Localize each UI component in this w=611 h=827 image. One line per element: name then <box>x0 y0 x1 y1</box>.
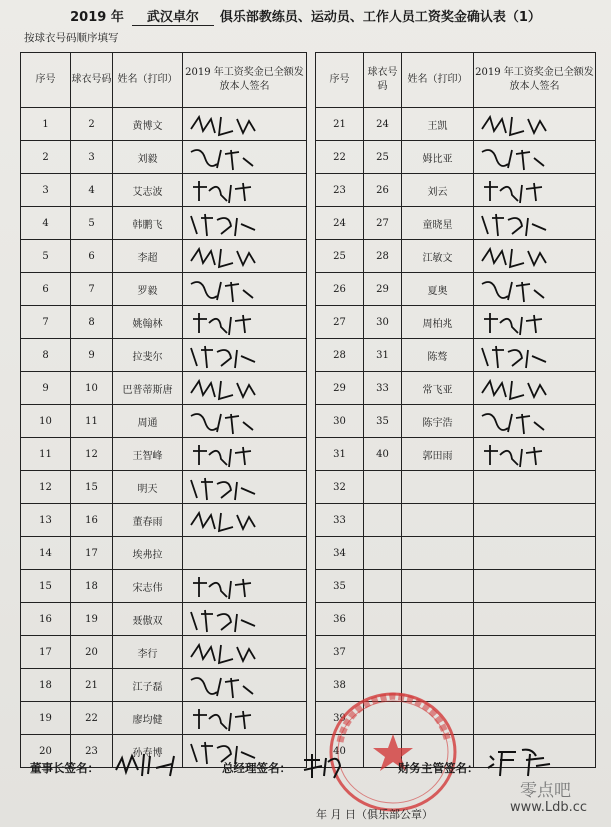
cell-seq: 21 <box>316 108 364 141</box>
chairman-signature <box>112 750 192 780</box>
cell-seq: 13 <box>21 504 71 537</box>
cell-name <box>402 603 474 636</box>
cell-signature <box>474 306 596 339</box>
finance-signature-label: 财务主管签名： <box>398 761 479 775</box>
cell-jersey: 4 <box>71 174 113 207</box>
handwritten-signature <box>478 276 568 304</box>
table-row <box>316 108 596 141</box>
handwritten-signature <box>187 210 277 238</box>
cell-seq: 31 <box>316 438 364 471</box>
cell-name: 韩鹏飞 <box>113 207 183 240</box>
cell-jersey: 5 <box>71 207 113 240</box>
cell-name: 陈骜 <box>402 339 474 372</box>
cell-seq: 26 <box>316 273 364 306</box>
cell-signature <box>183 273 307 306</box>
cell-name <box>402 504 474 537</box>
cell-jersey <box>364 570 402 603</box>
general-manager-signature <box>300 752 350 782</box>
handwritten-signature <box>478 441 568 469</box>
handwritten-signature <box>187 309 277 337</box>
title-text: 俱乐部教练员、运动员、工作人员工资奖金确认表（1） <box>219 10 541 25</box>
cell-name: 周柏兆 <box>402 306 474 339</box>
cell-name: 廖均健 <box>113 702 183 735</box>
table-row <box>316 339 596 372</box>
cell-name: 黄博文 <box>113 108 183 141</box>
cell-signature <box>474 174 596 207</box>
cell-jersey <box>364 471 402 504</box>
cell-name: 罗毅 <box>113 273 183 306</box>
cell-signature <box>183 141 307 174</box>
handwritten-signature <box>478 408 568 436</box>
cell-signature <box>474 405 596 438</box>
cell-jersey: 11 <box>71 405 113 438</box>
cell-jersey: 29 <box>364 273 402 306</box>
cell-signature <box>183 405 307 438</box>
table-row <box>21 669 307 702</box>
cell-jersey <box>364 537 402 570</box>
table-row <box>316 405 596 438</box>
header-confirm: 2019 年工资奖金已全额发放本人签名 <box>183 53 307 108</box>
cell-signature <box>474 537 596 570</box>
header-name: 姓名（打印） <box>402 53 474 108</box>
handwritten-signature <box>187 276 277 304</box>
club-seal-stamp <box>318 682 468 816</box>
cell-seq: 17 <box>21 636 71 669</box>
table-row <box>316 636 596 669</box>
table-row <box>21 339 307 372</box>
header-name: 姓名（打印） <box>113 53 183 108</box>
cell-seq: 22 <box>316 141 364 174</box>
cell-signature <box>474 240 596 273</box>
table-row <box>316 141 596 174</box>
cell-jersey: 2 <box>71 108 113 141</box>
handwritten-signature <box>478 243 568 271</box>
cell-jersey: 24 <box>364 108 402 141</box>
cell-seq: 16 <box>21 603 71 636</box>
handwritten-signature <box>478 342 568 370</box>
cell-signature <box>474 471 596 504</box>
cell-jersey: 28 <box>364 240 402 273</box>
handwritten-signature <box>187 705 277 733</box>
cell-seq: 23 <box>316 174 364 207</box>
cell-jersey: 33 <box>364 372 402 405</box>
cell-seq: 5 <box>21 240 71 273</box>
cell-signature <box>474 636 596 669</box>
watermark-text: 零点吧 <box>520 781 571 801</box>
cell-seq: 9 <box>21 372 71 405</box>
cell-jersey: 25 <box>364 141 402 174</box>
title-club-name: 武汉卓尔 <box>132 6 214 26</box>
table-row <box>21 438 307 471</box>
cell-jersey <box>364 636 402 669</box>
cell-name: 李超 <box>113 240 183 273</box>
handwritten-signature <box>187 639 277 667</box>
cell-seq: 12 <box>21 471 71 504</box>
cell-signature <box>183 207 307 240</box>
handwritten-signature <box>187 507 277 535</box>
cell-name: 姆比亚 <box>402 141 474 174</box>
cell-signature <box>474 702 596 735</box>
cell-jersey: 3 <box>71 141 113 174</box>
cell-seq: 32 <box>316 471 364 504</box>
cell-jersey: 23 <box>71 735 113 768</box>
table-row <box>21 537 307 570</box>
cell-seq: 8 <box>21 339 71 372</box>
table-row <box>21 471 307 504</box>
cell-seq: 36 <box>316 603 364 636</box>
cell-signature <box>183 471 307 504</box>
cell-jersey: 26 <box>364 174 402 207</box>
handwritten-signature <box>478 210 568 238</box>
cell-name: 刘毅 <box>113 141 183 174</box>
table-header-row <box>21 53 307 108</box>
cell-name: 夏奥 <box>402 273 474 306</box>
cell-name: 拉斐尔 <box>113 339 183 372</box>
table-row <box>21 603 307 636</box>
cell-signature <box>474 273 596 306</box>
cell-seq: 20 <box>21 735 71 768</box>
header-seq: 序号 <box>21 53 71 108</box>
table-row <box>316 174 596 207</box>
cell-signature <box>183 339 307 372</box>
cell-name: 刘云 <box>402 174 474 207</box>
cell-jersey: 15 <box>71 471 113 504</box>
handwritten-signature <box>187 672 277 700</box>
cell-name: 明天 <box>113 471 183 504</box>
handwritten-signature <box>187 243 277 271</box>
header-jersey: 球衣号码 <box>364 53 402 108</box>
cell-seq: 24 <box>316 207 364 240</box>
handwritten-signature <box>187 342 277 370</box>
cell-signature <box>474 108 596 141</box>
cell-jersey: 20 <box>71 636 113 669</box>
table-row <box>316 240 596 273</box>
cell-name: 埃弗拉 <box>113 537 183 570</box>
handwritten-signature <box>478 309 568 337</box>
cell-seq: 40 <box>316 735 364 768</box>
cell-signature <box>474 570 596 603</box>
cell-name: 聂傲双 <box>113 603 183 636</box>
cell-seq: 19 <box>21 702 71 735</box>
table-row <box>316 603 596 636</box>
cell-signature <box>183 240 307 273</box>
handwritten-signature <box>478 111 568 139</box>
cell-name: 巴普蒂斯唐 <box>113 372 183 405</box>
cell-signature <box>474 438 596 471</box>
cell-jersey: 35 <box>364 405 402 438</box>
cell-jersey: 22 <box>71 702 113 735</box>
cell-name: 江敏文 <box>402 240 474 273</box>
cell-seq: 39 <box>316 702 364 735</box>
cell-seq: 25 <box>316 240 364 273</box>
table-row <box>21 372 307 405</box>
cell-seq: 27 <box>316 306 364 339</box>
table-row <box>21 504 307 537</box>
roster-table-left <box>20 52 307 768</box>
cell-name: 郭田雨 <box>402 438 474 471</box>
table-row <box>21 570 307 603</box>
cell-name: 王智峰 <box>113 438 183 471</box>
handwritten-signature <box>187 573 277 601</box>
cell-seq: 33 <box>316 504 364 537</box>
cell-name: 艾志波 <box>113 174 183 207</box>
table-row <box>21 405 307 438</box>
cell-seq: 35 <box>316 570 364 603</box>
cell-name: 董春雨 <box>113 504 183 537</box>
cell-jersey: 18 <box>71 570 113 603</box>
title-year: 2019 年 <box>70 10 124 25</box>
table-row <box>316 372 596 405</box>
cell-signature <box>183 108 307 141</box>
cell-seq: 15 <box>21 570 71 603</box>
table-row <box>21 273 307 306</box>
cell-name: 李行 <box>113 636 183 669</box>
cell-name <box>402 570 474 603</box>
cell-name <box>402 471 474 504</box>
table-row <box>316 438 596 471</box>
cell-seq: 18 <box>21 669 71 702</box>
page-title <box>0 6 611 28</box>
cell-name: 常飞亚 <box>402 372 474 405</box>
cell-jersey: 12 <box>71 438 113 471</box>
cell-name: 孙寿博 <box>113 735 183 768</box>
cell-jersey: 21 <box>71 669 113 702</box>
date-and-seal-line: 年 月 日（俱乐部公章） <box>316 808 433 821</box>
cell-jersey: 6 <box>71 240 113 273</box>
cell-signature <box>474 504 596 537</box>
cell-name <box>402 537 474 570</box>
watermark-url: www.Ldb.cc <box>510 800 588 815</box>
finance-signature <box>486 746 566 780</box>
header-seq: 序号 <box>316 53 364 108</box>
cell-signature <box>474 339 596 372</box>
cell-name: 陈宇浩 <box>402 405 474 438</box>
cell-jersey <box>364 603 402 636</box>
cell-jersey: 7 <box>71 273 113 306</box>
table-row <box>21 174 307 207</box>
cell-signature <box>183 702 307 735</box>
cell-seq: 4 <box>21 207 71 240</box>
header-jersey: 球衣号码 <box>71 53 113 108</box>
cell-signature <box>183 570 307 603</box>
cell-signature <box>183 504 307 537</box>
cell-jersey: 16 <box>71 504 113 537</box>
table-header-row <box>316 53 596 108</box>
handwritten-signature <box>187 177 277 205</box>
table-row <box>316 537 596 570</box>
table-row <box>316 504 596 537</box>
table-row <box>21 207 307 240</box>
cell-jersey: 10 <box>71 372 113 405</box>
handwritten-signature <box>478 375 568 403</box>
cell-jersey: 8 <box>71 306 113 339</box>
cell-signature <box>183 603 307 636</box>
cell-name: 姚翰林 <box>113 306 183 339</box>
table-row <box>21 702 307 735</box>
cell-jersey: 19 <box>71 603 113 636</box>
handwritten-signature <box>187 111 277 139</box>
cell-name <box>402 636 474 669</box>
cell-signature <box>183 669 307 702</box>
cell-seq: 10 <box>21 405 71 438</box>
cell-jersey: 31 <box>364 339 402 372</box>
general-manager-signature-label: 总经理签名： <box>222 761 291 775</box>
table-row <box>21 141 307 174</box>
table-row <box>21 240 307 273</box>
cell-jersey: 30 <box>364 306 402 339</box>
fill-instruction: 按球衣号码顺序填写 <box>24 32 119 44</box>
cell-signature <box>183 537 307 570</box>
table-row <box>316 471 596 504</box>
cell-signature <box>474 141 596 174</box>
cell-seq: 3 <box>21 174 71 207</box>
cell-name: 江子磊 <box>113 669 183 702</box>
table-row <box>21 108 307 141</box>
cell-seq: 2 <box>21 141 71 174</box>
roster-table-right <box>315 52 596 768</box>
cell-signature <box>474 603 596 636</box>
table-row <box>21 306 307 339</box>
cell-jersey: 9 <box>71 339 113 372</box>
handwritten-signature <box>187 474 277 502</box>
cell-name: 童晓星 <box>402 207 474 240</box>
table-row <box>21 636 307 669</box>
handwritten-signature <box>478 177 568 205</box>
cell-signature <box>474 669 596 702</box>
cell-jersey: 17 <box>71 537 113 570</box>
handwritten-signature <box>187 408 277 436</box>
handwritten-signature <box>187 144 277 172</box>
cell-signature <box>183 306 307 339</box>
cell-name: 周通 <box>113 405 183 438</box>
cell-jersey: 27 <box>364 207 402 240</box>
cell-seq: 30 <box>316 405 364 438</box>
header-confirm: 2019 年工资奖金已全额发放本人签名 <box>474 53 596 108</box>
cell-name: 王凯 <box>402 108 474 141</box>
cell-seq: 7 <box>21 306 71 339</box>
cell-seq: 29 <box>316 372 364 405</box>
cell-signature <box>183 636 307 669</box>
cell-seq: 11 <box>21 438 71 471</box>
cell-signature <box>183 174 307 207</box>
cell-jersey: 40 <box>364 438 402 471</box>
cell-seq: 6 <box>21 273 71 306</box>
cell-jersey <box>364 504 402 537</box>
cell-signature <box>183 438 307 471</box>
chairman-signature-label: 董事长签名： <box>30 761 99 775</box>
cell-seq: 34 <box>316 537 364 570</box>
cell-seq: 38 <box>316 669 364 702</box>
cell-seq: 28 <box>316 339 364 372</box>
cell-name: 宋志伟 <box>113 570 183 603</box>
table-row <box>316 207 596 240</box>
cell-seq: 1 <box>21 108 71 141</box>
cell-signature <box>474 372 596 405</box>
handwritten-signature <box>187 441 277 469</box>
handwritten-signature <box>187 375 277 403</box>
cell-signature <box>183 372 307 405</box>
handwritten-signature <box>187 606 277 634</box>
table-row <box>316 570 596 603</box>
cell-signature <box>474 207 596 240</box>
table-row <box>316 273 596 306</box>
table-row <box>316 306 596 339</box>
cell-seq: 37 <box>316 636 364 669</box>
handwritten-signature <box>478 144 568 172</box>
cell-seq: 14 <box>21 537 71 570</box>
